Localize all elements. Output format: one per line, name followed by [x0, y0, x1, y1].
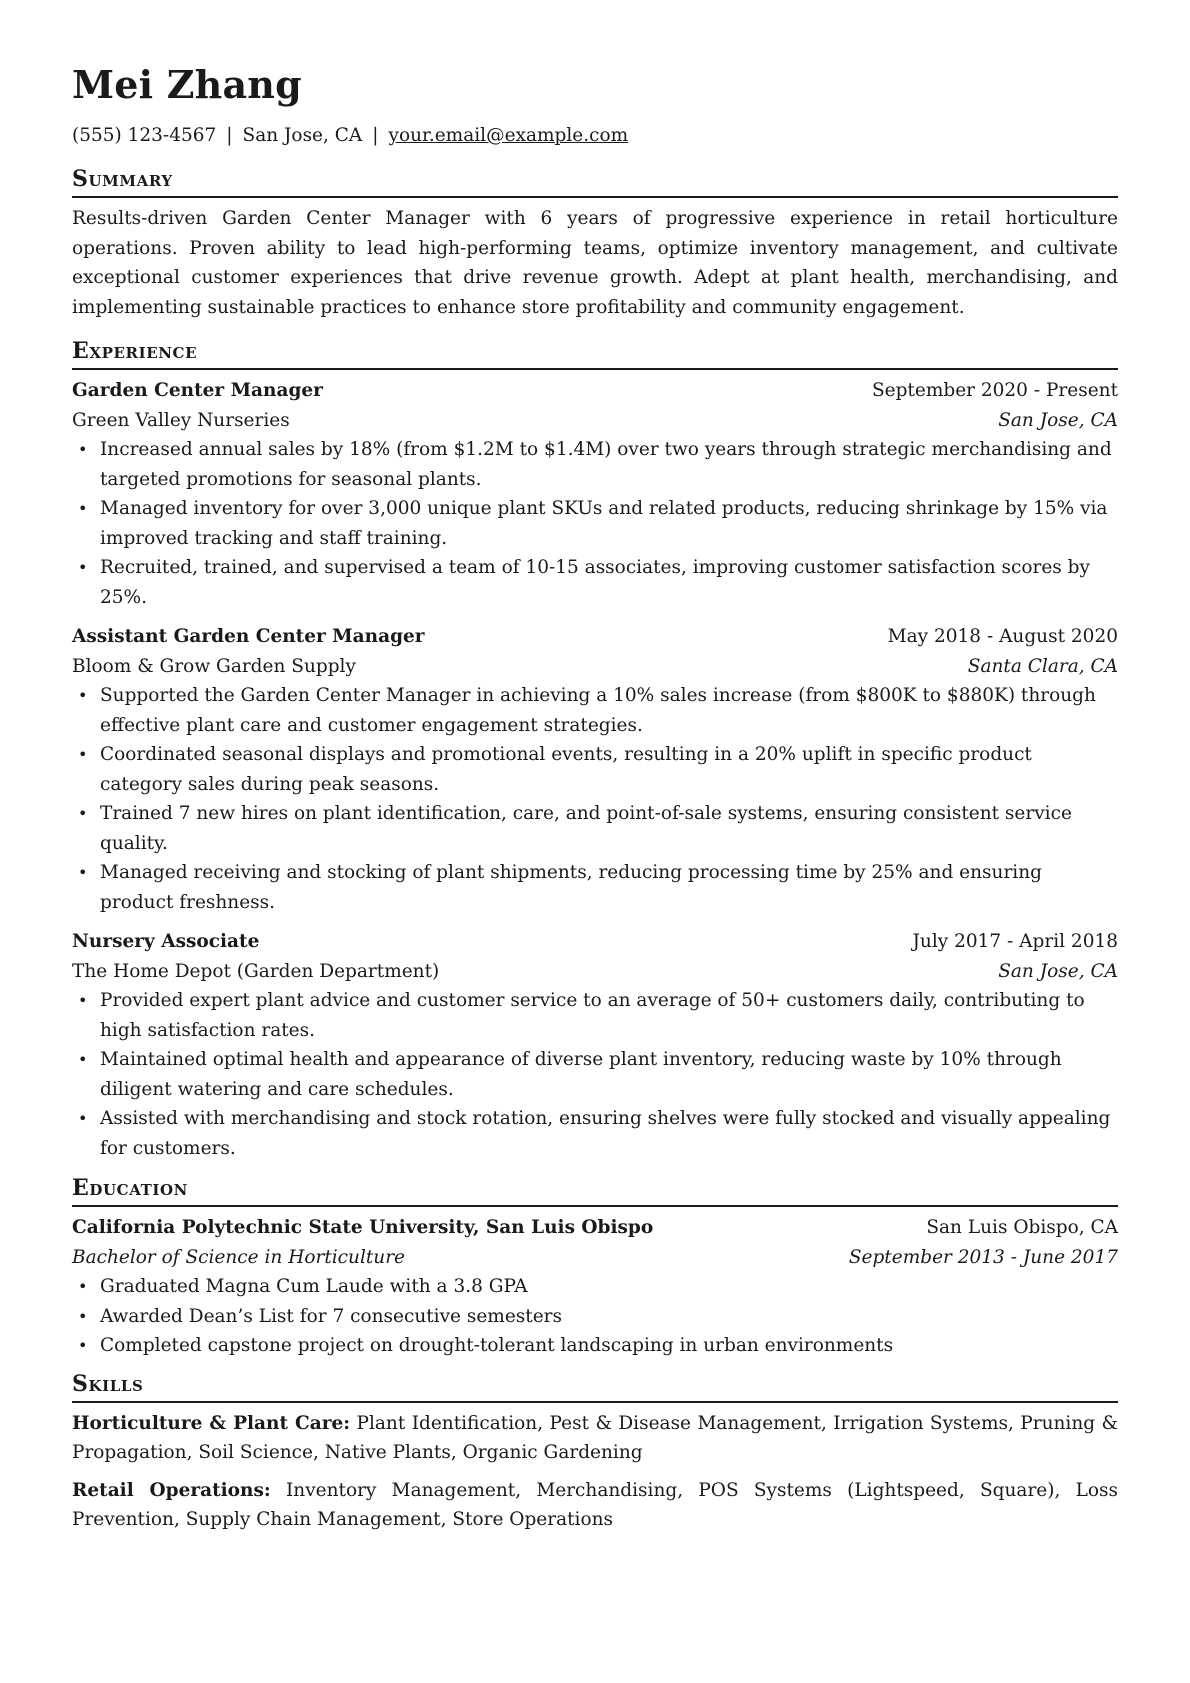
job-title-row — [72, 927, 1118, 957]
candidate-name: Mei Zhang — [72, 62, 302, 107]
bullet-text: Graduated Magna Cum Laude with a 3.8 GPA — [100, 1276, 528, 1297]
job-bullets — [72, 435, 1118, 612]
degree-row — [72, 1243, 1118, 1273]
skill-group-items: Inventory Management, Merchandising, POS Systems (Lightspeed, Square), Loss Prevention, Supply Chain Management, Store Operations — [72, 1479, 1118, 1530]
company-name: Bloom & Grow Garden Supply — [72, 655, 356, 677]
bullet-text: Provided expert plant advice and customer service to an average of 50+ customers daily, contributing to high satisfaction rates. — [100, 990, 1085, 1041]
bullet-text: Supported the Garden Center Manager in achieving a 10% sales increase (from $800K to $880K) through effective plant care and customer engagement strategies. — [100, 685, 1096, 736]
degree-name: Bachelor of Science in Horticulture — [72, 1246, 406, 1268]
job-location: San Jose, CA — [998, 960, 1118, 982]
education-heading: Education — [72, 1175, 188, 1201]
bullet-icon: • — [78, 440, 88, 459]
list-item — [72, 1045, 1118, 1104]
section-divider — [72, 1401, 1118, 1403]
education-dates: September 2013 - June 2017 — [848, 1246, 1118, 1268]
skill-group-items: Plant Identification, Pest & Disease Management, Irrigation Systems, Pruning & Propagation, Soil Science, Native Plants, Organic Gardening — [72, 1412, 1118, 1463]
bullet-icon: • — [78, 991, 88, 1010]
job-dates: May 2018 - August 2020 — [887, 626, 1118, 647]
list-item — [72, 553, 1118, 612]
section-divider — [72, 1205, 1118, 1207]
location-text: San Jose, CA — [242, 125, 363, 146]
school-location: San Luis Obispo, CA — [926, 1217, 1118, 1238]
list-item — [72, 435, 1118, 494]
bullet-icon: • — [78, 1306, 88, 1326]
section-divider — [72, 368, 1118, 370]
bullet-text: Awarded Dean’s List for 7 consecutive semesters — [100, 1305, 563, 1327]
section-divider — [72, 196, 1118, 198]
job-company-row — [72, 957, 1118, 987]
list-item — [72, 740, 1118, 799]
job-bullets — [72, 986, 1118, 1163]
company-name: Green Valley Nurseries — [72, 409, 290, 431]
school-row — [72, 1213, 1118, 1243]
skills-heading: Skills — [72, 1370, 144, 1397]
job-title: Assistant Garden Center Manager — [72, 626, 425, 647]
experience-heading: Experience — [72, 338, 198, 364]
experience-section — [72, 336, 1118, 1163]
bullet-text: Trained 7 new hires on plant identification, care, and point-of-sale systems, ensuring consistent service quality. — [100, 803, 1072, 854]
job-company-row — [72, 406, 1118, 436]
education-section — [72, 1173, 1118, 1361]
job-dates: July 2017 - April 2018 — [912, 931, 1118, 952]
job-title: Nursery Associate — [72, 931, 260, 952]
phone-number: (555) 123-4567 — [72, 125, 217, 146]
job-entry — [72, 376, 1118, 612]
bullet-text: Recruited, trained, and supervised a team of 10-15 associates, improving customer satisfaction scores by 25%. — [100, 557, 1090, 608]
list-item — [72, 799, 1118, 858]
list-item — [72, 986, 1118, 1045]
bullet-text: Assisted with merchandising and stock rotation, ensuring shelves were fully stocked and visually appealing for customers. — [100, 1108, 1111, 1159]
job-entry — [72, 927, 1118, 1163]
contact-line — [72, 122, 1118, 150]
job-company-row — [72, 652, 1118, 682]
bullet-text: Coordinated seasonal displays and promotional events, resulting in a 20% uplift in specific product category sales during peak seasons. — [100, 744, 1032, 795]
summary-section — [72, 164, 1118, 322]
skill-group — [72, 1409, 1118, 1468]
job-location: San Jose, CA — [998, 409, 1118, 431]
skill-group-label: Retail Operations: — [72, 1479, 271, 1501]
job-bullets — [72, 681, 1118, 917]
job-entry — [72, 622, 1118, 917]
bullet-icon: • — [78, 686, 88, 705]
job-title: Garden Center Manager — [72, 380, 323, 401]
job-location: Santa Clara, CA — [967, 655, 1118, 677]
job-title-row — [72, 376, 1118, 406]
bullet-icon: • — [78, 804, 88, 823]
company-name: The Home Depot (Garden Department) — [72, 960, 440, 982]
bullet-text: Managed inventory for over 3,000 unique plant SKUs and related products, reducing shrinkage by 15% via improved tracking and staff training. — [100, 498, 1108, 549]
summary-heading: Summary — [72, 166, 173, 192]
list-item — [72, 1331, 1118, 1361]
list-item — [72, 1302, 1118, 1332]
skills-section — [72, 1369, 1118, 1535]
bullet-icon: • — [78, 1277, 88, 1296]
bullet-text: Managed receiving and stocking of plant shipments, reducing processing time by 25% and ensuring product freshness. — [100, 862, 1042, 913]
skill-group-label: Horticulture & Plant Care: — [72, 1412, 351, 1434]
bullet-text: Maintained optimal health and appearance of diverse plant inventory, reducing waste by 10% through diligent watering and care schedules. — [100, 1049, 1062, 1100]
list-item — [72, 1272, 1118, 1302]
bullet-icon: • — [78, 1109, 88, 1128]
bullet-text: Increased annual sales by 18% (from $1.2M to $1.4M) over two years through strategic merchandising and targeted promotions for seasonal plants. — [100, 439, 1112, 490]
education-bullets — [72, 1272, 1118, 1361]
email-link[interactable]: your.email@example.com — [388, 125, 629, 146]
contact-separator: | — [372, 125, 379, 146]
bullet-text: Completed capstone project on drought-tolerant landscaping in urban environments — [100, 1335, 894, 1356]
contact-separator: | — [226, 125, 233, 146]
skill-group — [72, 1476, 1118, 1535]
bullet-icon: • — [78, 499, 88, 518]
job-title-row — [72, 622, 1118, 652]
list-item — [72, 858, 1118, 917]
list-item — [72, 681, 1118, 740]
list-item — [72, 494, 1118, 553]
job-dates: September 2020 - Present — [871, 380, 1118, 401]
bullet-icon: • — [78, 558, 88, 577]
list-item — [72, 1104, 1118, 1163]
bullet-icon: • — [78, 1336, 88, 1355]
summary-text: Results-driven Garden Center Manager with 6 years of progressive experience in retail horticulture operations. Proven ability to lead high-performing teams, optimize inventory management, and cultivate exceptional customer experiences that drive revenue growth. Adept at plant health, merchandising, and implementing sustainable practices to enhance store profitability and community engagement. — [72, 208, 1118, 318]
school-name: California Polytechnic State University, San Luis Obispo — [72, 1217, 654, 1238]
bullet-icon: • — [78, 863, 88, 882]
bullet-icon: • — [78, 1050, 88, 1069]
bullet-icon: • — [78, 745, 88, 764]
